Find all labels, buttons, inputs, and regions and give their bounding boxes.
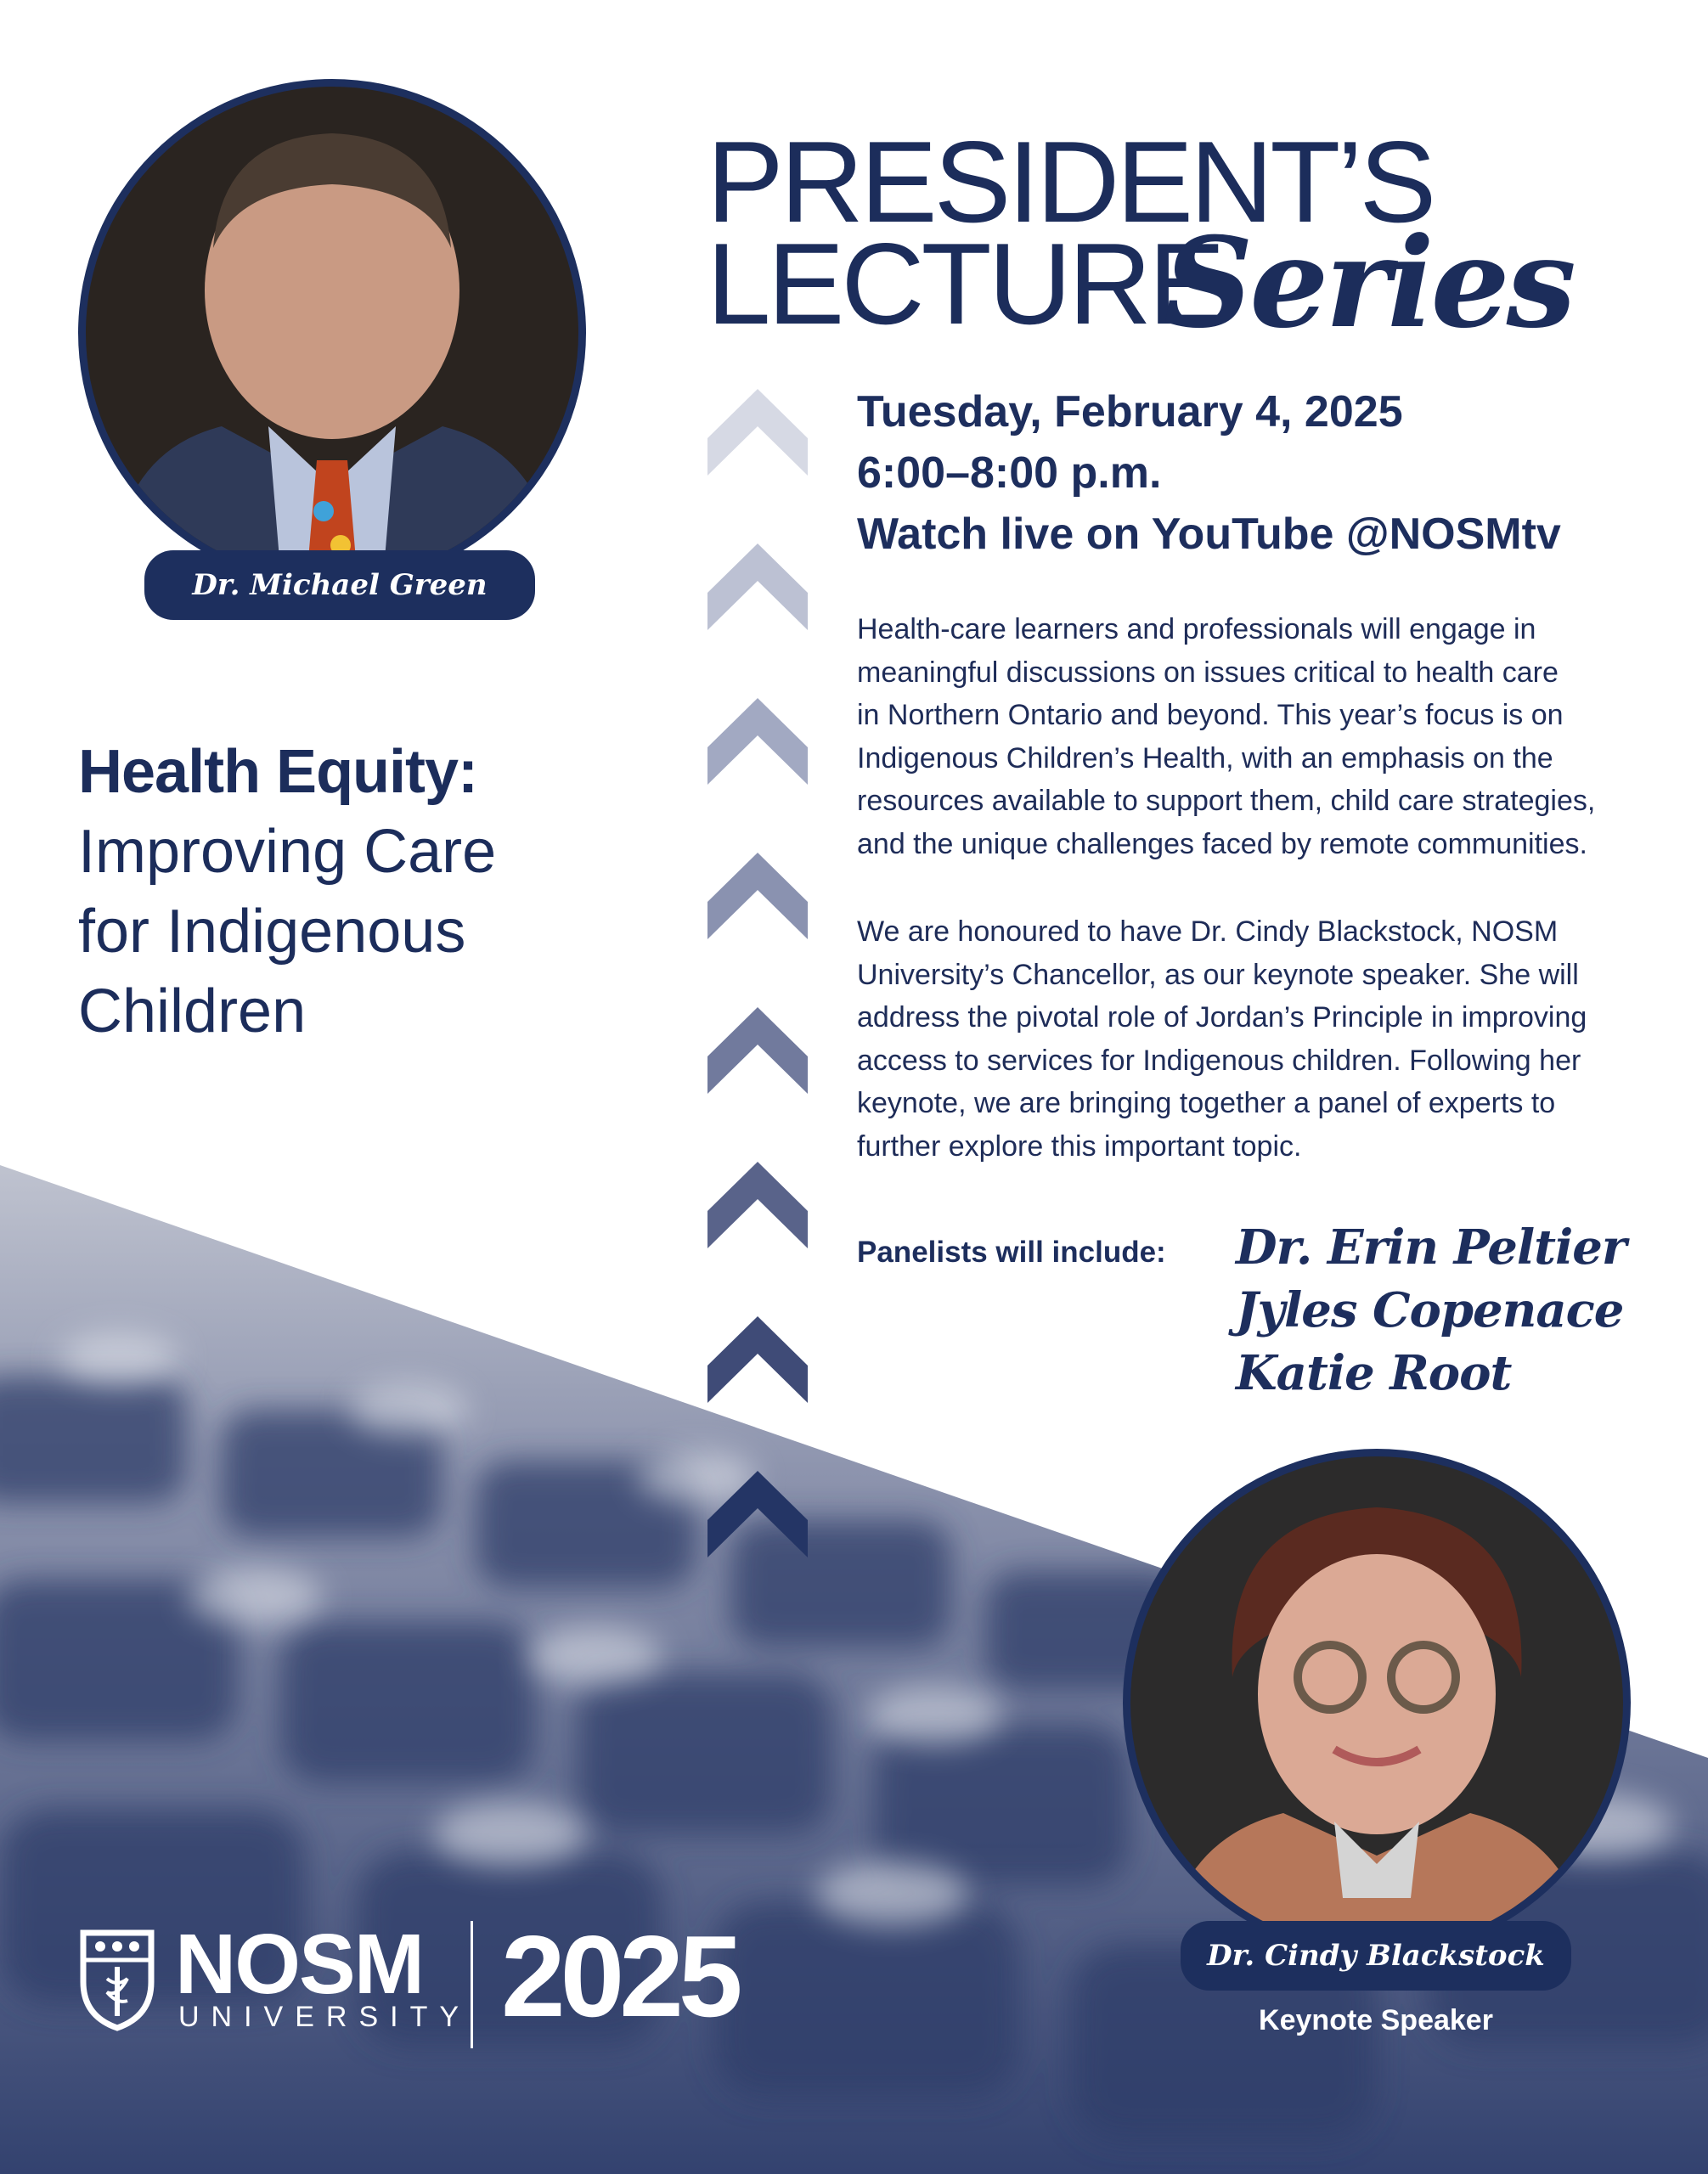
logo-year: 2025: [501, 1912, 738, 2041]
panelists-label: Panelists will include:: [857, 1236, 1166, 1269]
description-line: keynote, we are bringing together a panel of experts to: [857, 1087, 1556, 1119]
title-line-2: LECTURE: [707, 219, 1222, 348]
chevron-icon-4: [707, 853, 808, 939]
logo-divider: [471, 1921, 473, 2048]
description-line: We are honoured to have Dr. Cindy Blackstock, NOSM: [857, 915, 1559, 948]
host-name: Dr. Michael Green: [192, 568, 488, 602]
description-line: in Northern Ontario and beyond. This year’s focus is on: [857, 699, 1564, 731]
description-line: and the unique challenges faced by remote communities.: [857, 827, 1587, 860]
panelist-name: Katie Root: [1236, 1345, 1512, 1401]
description-line: Indigenous Children’s Health, with an emphasis on the: [857, 741, 1553, 774]
chevron-icon-5: [707, 1007, 808, 1094]
topic-line: Improving Care: [78, 818, 497, 886]
description-line: address the pivotal role of Jordan’s Principle in improving: [857, 1001, 1587, 1033]
topic-line: for Indigenous: [78, 898, 466, 966]
description-line: resources available to support them, child care strategies,: [857, 785, 1596, 817]
keynote-role: Keynote Speaker: [1259, 2004, 1493, 2036]
host-portrait: [86, 87, 578, 579]
chevron-icon-6: [707, 1162, 808, 1248]
chevron-icon-3: [707, 698, 808, 785]
title-line-1: PRESIDENT’S: [707, 117, 1434, 246]
description-paragraph-2: [857, 910, 1689, 1168]
chevron-icon-7: [707, 1316, 808, 1403]
nosm-shield-icon: [78, 1928, 156, 2031]
keynote-name-badge: [1181, 1921, 1571, 1991]
topic-line: Children: [78, 977, 307, 1045]
panelist-name: Jyles Copenace: [1236, 1282, 1624, 1338]
event-stream: Watch live on YouTube @NOSMtv: [857, 510, 1561, 559]
host-name-badge: [144, 550, 535, 620]
chevron-icon-2: [707, 544, 808, 630]
chevron-icon-8: [707, 1471, 808, 1557]
description-line: University’s Chancellor, as our keynote speaker. She will: [857, 958, 1579, 991]
chevron-icon-1: [707, 389, 808, 476]
logo-subtitle: UNIVERSITY: [178, 2001, 471, 2033]
title-script: Series: [1164, 211, 1573, 356]
description-line: further explore this important topic.: [857, 1129, 1302, 1163]
event-time: 6:00–8:00 p.m.: [857, 448, 1162, 498]
keynote-portrait: [1130, 1456, 1623, 1949]
description-line: Health-care learners and professionals will engage in: [857, 613, 1536, 645]
description-paragraph-1: [857, 608, 1689, 865]
description-line: meaningful discussions on issues critical to health care: [857, 656, 1559, 689]
panelist-name: Dr. Erin Peltier: [1236, 1219, 1626, 1276]
topic-heading: Health Equity:: [78, 738, 478, 806]
description-line: access to services for Indigenous children. Following her: [857, 1044, 1581, 1077]
keynote-name: Dr. Cindy Blackstock: [1207, 1939, 1545, 1973]
event-date: Tuesday, February 4, 2025: [857, 387, 1403, 436]
logo-wordmark: NOSM: [175, 1917, 423, 2012]
